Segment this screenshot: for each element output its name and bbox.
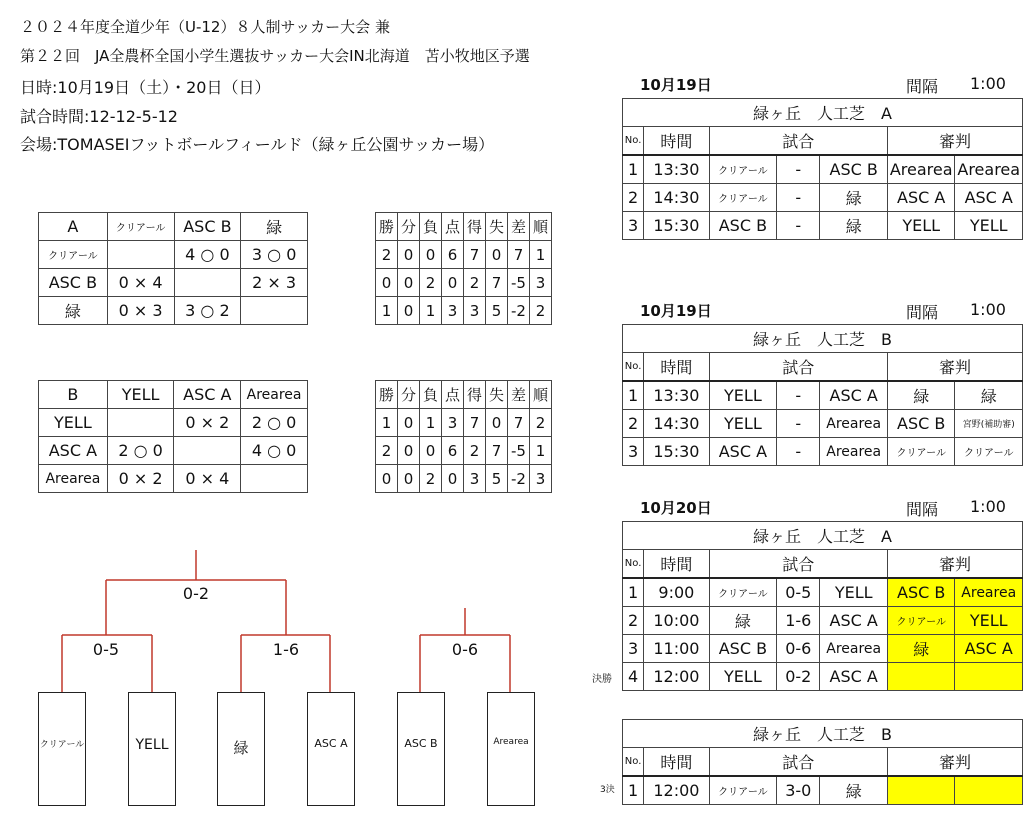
match-score: - [777,155,820,184]
col-time: 時間 [644,127,709,156]
referee-1: Arearea [887,155,955,184]
stat-cell: 0 [398,241,420,269]
result-cell [174,437,241,465]
home-team: ASC B [709,212,777,240]
standings-header: 順 [530,213,552,241]
stat-cell: 2 [530,297,552,325]
schedule-field-name: 緑ヶ丘 人工芝 B [623,325,1023,353]
standings-header: 失 [486,381,508,409]
bracket-semi1-score: 0-5 [92,640,120,659]
table-row [623,212,1023,240]
referee-1: クリアール [887,607,955,635]
row-team: Arearea [39,465,108,493]
referee-2: ASC A [955,635,1023,663]
bracket-team-box [128,692,176,806]
stat-cell: 1 [420,409,442,437]
stat-cell: 0 [442,465,464,493]
row-team: YELL [39,409,108,437]
stat-cell: 7 [486,437,508,465]
referee-2: ASC A [955,184,1023,212]
schedule-field-name: 緑ヶ丘 人工芝 B [623,720,1023,748]
standings-header: 得 [464,381,486,409]
schedule-3-interval-value: 1:00 [970,497,1006,516]
standings-header: 負 [420,381,442,409]
referee-2: YELL [955,607,1023,635]
home-team: YELL [709,663,777,691]
stat-cell: 1 [530,241,552,269]
table-row [376,465,552,493]
schedule-4-table [622,719,1023,805]
col-no: No. [623,550,644,579]
stat-cell: 0 [398,465,420,493]
stat-cell: 3 [464,297,486,325]
col-referee: 審判 [887,353,1022,382]
schedule-1-interval-label: 間隔 [906,77,939,96]
match-time: 9:00 [644,578,709,607]
stat-cell: 0 [420,241,442,269]
standings-header: 点 [442,213,464,241]
away-team: 緑 [820,212,888,240]
stat-cell: 7 [508,241,530,269]
schedule-header-row [623,353,1023,382]
match-no: 3 [623,438,644,466]
match-score: - [777,184,820,212]
home-team: クリアール [709,578,777,607]
away-team: ASC A [820,663,888,691]
match-time: 15:30 [644,212,709,240]
match-time: 12:00 [644,776,709,805]
date-line: 日時:10月19日（土）・20日（日） [20,78,271,97]
row-team: 緑 [39,297,108,325]
bracket-team-box [397,692,445,806]
referee-2 [955,663,1023,691]
match-time-line: 試合時間:12-12-5-12 [20,107,178,126]
match-score: - [777,410,820,438]
standings-header-row [376,381,552,409]
table-row [39,465,308,493]
referee-2: 緑 [955,381,1023,410]
standings-header: 分 [398,381,420,409]
stat-cell: 0 [398,409,420,437]
stat-cell: 2 [376,241,398,269]
standings-header: 差 [508,381,530,409]
standings-a-table [375,212,552,325]
stat-cell: -2 [508,465,530,493]
referee-2: クリアール [955,438,1023,466]
stat-cell: 2 [530,409,552,437]
col-match: 試合 [709,127,887,156]
result-cell: 2 × 3 [241,269,308,297]
bracket-team-name: クリアール [39,740,85,750]
away-team: Arearea [820,410,888,438]
match-score: 0-6 [777,635,820,663]
schedule-3-table [622,521,1023,691]
away-team: ASC B [820,155,888,184]
match-score: 0-2 [777,663,820,691]
stat-cell: -5 [508,269,530,297]
home-team: ASC A [709,438,777,466]
col-referee: 審判 [887,127,1022,156]
match-score: - [777,381,820,410]
venue-line: 会場:TOMASEIフットボールフィールド（緑ヶ丘公園サッカー場） [20,135,495,154]
schedule-2-date: 10月19日 [640,302,712,320]
standings-header: 負 [420,213,442,241]
match-no: 3 [623,635,644,663]
league-b-group-label: B [39,381,108,409]
stat-cell: 0 [398,297,420,325]
league-b-header-row [39,381,308,409]
match-time: 10:00 [644,607,709,635]
table-row [623,381,1023,410]
stat-cell: 3 [464,465,486,493]
stat-cell: 3 [530,269,552,297]
stat-cell: 0 [376,465,398,493]
home-team: YELL [709,381,777,410]
table-row [623,663,1023,691]
stat-cell: 7 [486,269,508,297]
away-team: ASC A [820,607,888,635]
result-cell: 2 ○ 0 [241,409,308,437]
table-row [623,607,1023,635]
referee-2 [955,776,1023,805]
referee-1: 緑 [887,381,955,410]
stat-cell: 2 [420,269,442,297]
bracket-team-box [217,692,265,806]
result-cell: 0 × 2 [174,409,241,437]
result-cell: 3 ○ 0 [241,241,308,269]
table-row [623,410,1023,438]
stat-cell: 7 [464,241,486,269]
stat-cell: 7 [508,409,530,437]
schedule-header-row [623,127,1023,156]
referee-1 [887,776,955,805]
referee-1: ASC A [887,184,955,212]
row-team: ASC B [39,269,108,297]
standings-header: 失 [486,213,508,241]
bracket-team-name: ASC B [404,737,438,750]
bracket-final-score: 0-2 [182,584,210,603]
stat-cell: 0 [486,241,508,269]
col-referee: 審判 [887,550,1022,579]
table-row [623,184,1023,212]
table-row [39,269,308,297]
bracket-team-name: YELL [135,737,169,753]
stat-cell: 2 [464,269,486,297]
table-row [623,155,1023,184]
league-a-col-team: クリアール [107,213,174,241]
schedule-field-row [623,522,1023,550]
stat-cell: 5 [486,297,508,325]
home-team: クリアール [709,155,777,184]
table-row [623,438,1023,466]
league-b-table [38,380,308,493]
match-no: 3 [623,212,644,240]
league-a-col-team: ASC B [174,213,241,241]
stat-cell: 0 [420,437,442,465]
stat-cell: 3 [530,465,552,493]
col-no: No. [623,748,644,777]
standings-header: 勝 [376,213,398,241]
result-cell [174,269,241,297]
match-no: 1 [623,155,644,184]
stat-cell: 6 [442,241,464,269]
stat-cell: 7 [464,409,486,437]
table-row [39,437,308,465]
schedule-field-row [623,325,1023,353]
standings-b-table [375,380,552,493]
home-team: YELL [709,410,777,438]
stat-cell: 2 [464,437,486,465]
match-no: 2 [623,410,644,438]
schedule-1-interval-value: 1:00 [970,74,1006,93]
stat-cell: 0 [398,269,420,297]
referee-2: Arearea [955,155,1023,184]
row-team: クリアール [39,241,108,269]
match-no: 2 [623,607,644,635]
match-score: 1-6 [777,607,820,635]
away-team: Arearea [820,635,888,663]
stat-cell: 1 [376,297,398,325]
schedule-field-row [623,99,1023,127]
bracket-team-name: ASC A [314,737,348,750]
result-cell: 0 × 3 [107,297,174,325]
stat-cell: -5 [508,437,530,465]
col-match: 試合 [709,353,887,382]
league-a-header-row [39,213,308,241]
standings-header: 勝 [376,381,398,409]
referee-1: ASC B [887,578,955,607]
stat-cell: 2 [376,437,398,465]
away-team: ASC A [820,381,888,410]
match-no: 1 [623,381,644,410]
stat-cell: 1 [376,409,398,437]
referee-1 [887,663,955,691]
match-no: 2 [623,184,644,212]
title-line-1: ２０２４年度全道少年（U-12）８人制サッカー大会 兼 [20,18,390,36]
stat-cell: 0 [486,409,508,437]
match-time: 13:30 [644,381,709,410]
bracket-third-score: 0-6 [451,640,479,659]
standings-header: 順 [530,381,552,409]
schedule-3-interval-label: 間隔 [906,500,939,519]
table-row [623,776,1023,805]
bracket-team-box [487,692,535,806]
schedule-2-table [622,324,1023,466]
stat-cell: 0 [398,437,420,465]
match-time: 12:00 [644,663,709,691]
bracket-team-box [38,692,86,806]
referee-1: ASC B [887,410,955,438]
schedule-field-row [623,720,1023,748]
schedule-field-name: 緑ヶ丘 人工芝 A [623,522,1023,550]
schedule-1-date: 10月19日 [640,76,712,94]
result-cell: 0 × 4 [174,465,241,493]
standings-header: 点 [442,381,464,409]
schedule-header-row [623,550,1023,579]
match-time: 15:30 [644,438,709,466]
stat-cell: 3 [442,409,464,437]
schedule-header-row [623,748,1023,777]
stat-cell: -2 [508,297,530,325]
stat-cell: 0 [442,269,464,297]
col-match: 試合 [709,748,887,777]
referee-2: YELL [955,212,1023,240]
schedule-2-interval-value: 1:00 [970,300,1006,319]
referee-1: YELL [887,212,955,240]
result-cell [107,241,174,269]
row-team: ASC A [39,437,108,465]
table-row [623,635,1023,663]
match-time: 14:30 [644,184,709,212]
away-team: 緑 [820,184,888,212]
away-team: 緑 [820,776,888,805]
league-b-col-team: ASC A [174,381,241,409]
home-team: ASC B [709,635,777,663]
table-row [39,297,308,325]
standings-header: 差 [508,213,530,241]
col-match: 試合 [709,550,887,579]
bracket-team-name: 緑 [233,739,249,757]
schedule-3-date: 10月20日 [640,499,712,517]
table-row [376,241,552,269]
match-time: 11:00 [644,635,709,663]
league-a-table [38,212,308,325]
result-cell: 4 ○ 0 [241,437,308,465]
table-row [39,241,308,269]
col-time: 時間 [644,550,709,579]
bracket-team-box [307,692,355,806]
table-row [623,578,1023,607]
home-team: 緑 [709,607,777,635]
result-cell: 0 × 2 [107,465,174,493]
bracket-lines [0,540,560,700]
referee-2: 宮野(補助審) [955,410,1023,438]
col-no: No. [623,353,644,382]
result-cell: 0 × 4 [107,269,174,297]
standings-header-row [376,213,552,241]
stat-cell: 1 [530,437,552,465]
match-no: 4 [623,663,644,691]
result-cell [241,465,308,493]
col-referee: 審判 [887,748,1022,777]
stat-cell: 6 [442,437,464,465]
stat-cell: 2 [420,465,442,493]
match-score: - [777,212,820,240]
third-place-label: 3決 [600,785,615,795]
referee-1: クリアール [887,438,955,466]
schedule-field-name: 緑ヶ丘 人工芝 A [623,99,1023,127]
standings-header: 得 [464,213,486,241]
match-no: 1 [623,776,644,805]
schedule-1-table [622,98,1023,240]
stat-cell: 0 [376,269,398,297]
match-no: 1 [623,578,644,607]
stat-cell: 5 [486,465,508,493]
col-time: 時間 [644,353,709,382]
league-a-col-team: 緑 [241,213,308,241]
table-row [376,297,552,325]
bracket-team-name: Arearea [493,737,529,747]
table-row [39,409,308,437]
away-team: YELL [820,578,888,607]
match-time: 13:30 [644,155,709,184]
referee-2: Arearea [955,578,1023,607]
result-cell: 2 ○ 0 [107,437,174,465]
league-a-group-label: A [39,213,108,241]
stat-cell: 1 [420,297,442,325]
bracket-semi2-score: 1-6 [272,640,300,659]
table-row [376,437,552,465]
table-row [376,269,552,297]
table-row [376,409,552,437]
schedule-2-interval-label: 間隔 [906,303,939,322]
home-team: クリアール [709,184,777,212]
match-score: 3-0 [777,776,820,805]
league-b-col-team: Arearea [241,381,308,409]
away-team: Arearea [820,438,888,466]
league-b-col-team: YELL [107,381,174,409]
standings-header: 分 [398,213,420,241]
title-line-2: 第２２回 JA全農杯全国小学生選抜サッカー大会IN北海道 苫小牧地区予選 [20,47,530,65]
final-label: 決勝 [592,674,612,685]
col-no: No. [623,127,644,156]
result-cell: 3 ○ 2 [174,297,241,325]
result-cell [241,297,308,325]
result-cell [107,409,174,437]
match-time: 14:30 [644,410,709,438]
match-score: 0-5 [777,578,820,607]
match-score: - [777,438,820,466]
result-cell: 4 ○ 0 [174,241,241,269]
col-time: 時間 [644,748,709,777]
home-team: クリアール [709,776,777,805]
referee-1: 緑 [887,635,955,663]
stat-cell: 3 [442,297,464,325]
